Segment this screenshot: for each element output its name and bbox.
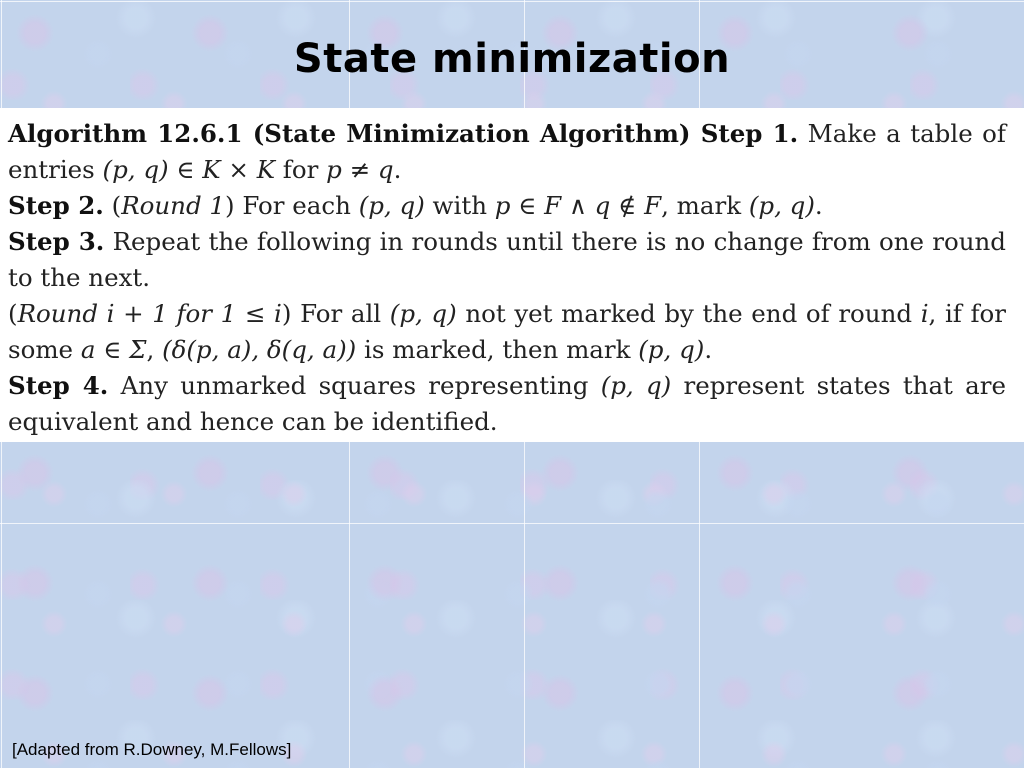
step-4-text: Any unmarked squares representing [108,371,601,400]
step-2-text: ) For each [225,191,359,220]
round-rule-math-pair: (p, q) [389,299,457,328]
step-4-math-pair: (p, q) [600,371,672,400]
algorithm-step-1 [8,116,1006,188]
round-rule-text: , if for some [8,299,1007,364]
round-rule-round-label: Round i + 1 for 1 ≤ i [17,299,282,328]
step-3-label: Step 3. [8,227,105,256]
slide-title: State minimization [293,36,731,82]
step-2-math-condition: p ∈ F ∧ q ∉ F [494,191,662,220]
round-rule-math-symbol: a ∈ Σ [80,335,147,364]
step-1-text: . [393,155,402,184]
step-1-label: Algorithm 12.6.1 (State Minimization Algorithm) Step 1. [8,119,799,148]
step-2-text: with [424,191,495,220]
round-rule-text: , [146,335,163,364]
step-1-text: for [275,155,327,184]
algorithm-step-3 [8,224,1006,296]
step-1-math-pair-set: (p, q) ∈ K × K [102,155,276,184]
round-rule-text: . [704,335,713,364]
step-2-label: Step 2. [8,191,104,220]
background-tile-divider [0,1,1024,2]
step-3-text: Repeat the following in rounds until there is no change from one round to the next. [8,227,1006,292]
round-rule-text: ) For all [281,299,390,328]
step-4-label: Step 4. [8,371,109,400]
round-rule-math-pair: (p, q) [638,335,705,364]
step-1-math-inequality: p ≠ q [326,155,394,184]
step-4-text: represent states that are equivalent and hence can be identified. [8,371,1006,436]
round-rule-math-transition: (δ(p, a), δ(q, a)) [162,335,357,364]
algorithm-panel [0,108,1024,442]
step-2-math-pair: (p, q) [748,191,815,220]
step-2-text: , mark [661,191,749,220]
round-rule-math-index: i [920,299,929,328]
step-2-math-pair: (p, q) [358,191,425,220]
algorithm-step-2 [8,188,1006,224]
algorithm-step-4 [8,368,1006,440]
citation: [Adapted from R.Downey, M.Fellows] [12,740,292,759]
round-rule-text: ( [8,299,18,328]
background-tile-divider [0,523,1024,524]
round-rule-text: is marked, then mark [356,335,639,364]
step-2-round-label: Round 1 [121,191,226,220]
step-2-text: . [814,191,823,220]
round-rule-text: not yet marked by the end of round [456,299,921,328]
step-1-text: Make a table of entries [8,119,1006,184]
algorithm-round-rule [8,296,1006,368]
step-2-text: ( [103,191,122,220]
